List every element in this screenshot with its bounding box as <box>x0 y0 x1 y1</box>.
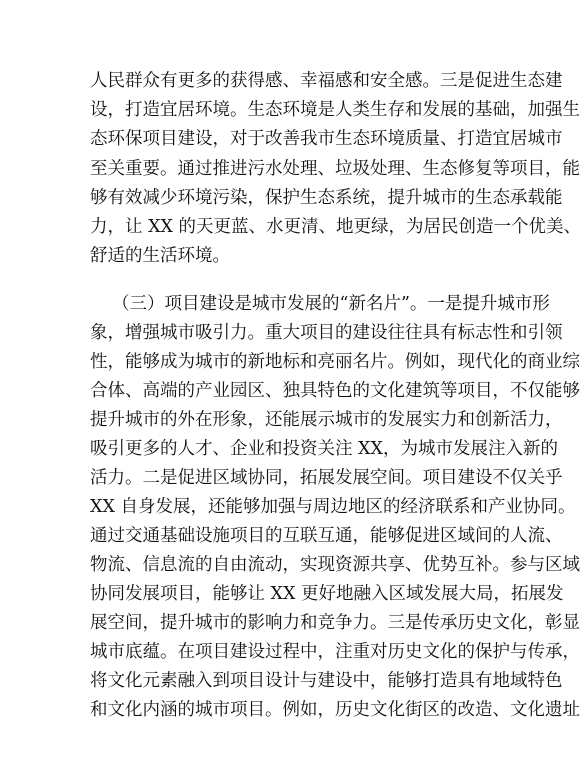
text-line: （三）项目建设是城市发展的“新名片”。一是提升城市形 <box>112 294 550 314</box>
text-line: 和文化内涵的城市项目。例如，历史文化街区的改造、文化遗址 <box>90 700 580 720</box>
text-line: 将文化元素融入到项目设计与建设中，能够打造具有地域特色 <box>90 671 563 691</box>
text-line: 舒适的生活环境。 <box>90 246 230 266</box>
text-line: 通过交通基础设施项目的互联互通，能够促进区域间的人流、 <box>90 526 563 546</box>
text-line: 性，能够成为城市的新地标和亮丽名片。例如，现代化的商业综 <box>90 352 580 372</box>
text-line: 至关重要。通过推进污水处理、垃圾处理、生态修复等项目，能 <box>90 159 580 179</box>
text-line: 象，增强城市吸引力。重大项目的建设往往具有标志性和引领 <box>90 323 563 343</box>
text-line: 吸引更多的人才、企业和投资关注 XX，为城市发展注入新的 <box>90 439 558 459</box>
text-line: 人民群众有更多的获得感、幸福感和安全感。三是促进生态建 <box>90 71 563 91</box>
text-line: XX 自身发展，还能够加强与周边地区的经济联系和产业协同。 <box>90 497 576 517</box>
text-line: 物流、信息流的自由流动，实现资源共享、优势互补。参与区域 <box>90 555 580 575</box>
text-line: 协同发展项目，能够让 XX 更好地融入区域发展大局，拓展发 <box>90 584 564 604</box>
text-line: 力，让 XX 的天更蓝、水更清、地更绿，为居民创造一个优美、 <box>90 217 582 237</box>
text-line: 态环保项目建设，对于改善我市生态环境质量、打造宜居城市 <box>90 129 563 149</box>
text-line: 设，打造宜居环境。生态环境是人类生存和发展的基础，加强生 <box>90 100 580 120</box>
text-line: 够有效减少环境污染，保护生态系统，提升城市的生态承载能 <box>90 188 563 208</box>
text-line: 合体、高端的产业园区、独具特色的文化建筑等项目，不仅能够 <box>90 381 580 401</box>
text-line: 提升城市的外在形象，还能展示城市的发展实力和创新活力， <box>90 410 563 430</box>
text-line: 展空间，提升城市的影响力和竞争力。三是传承历史文化，彰显 <box>90 613 580 633</box>
text-line: 活力。二是促进区域协同，拓展发展空间。项目建设不仅关乎 <box>90 468 563 488</box>
text-line: 城市底蕴。在项目建设过程中，注重对历史文化的保护与传承， <box>90 642 580 662</box>
